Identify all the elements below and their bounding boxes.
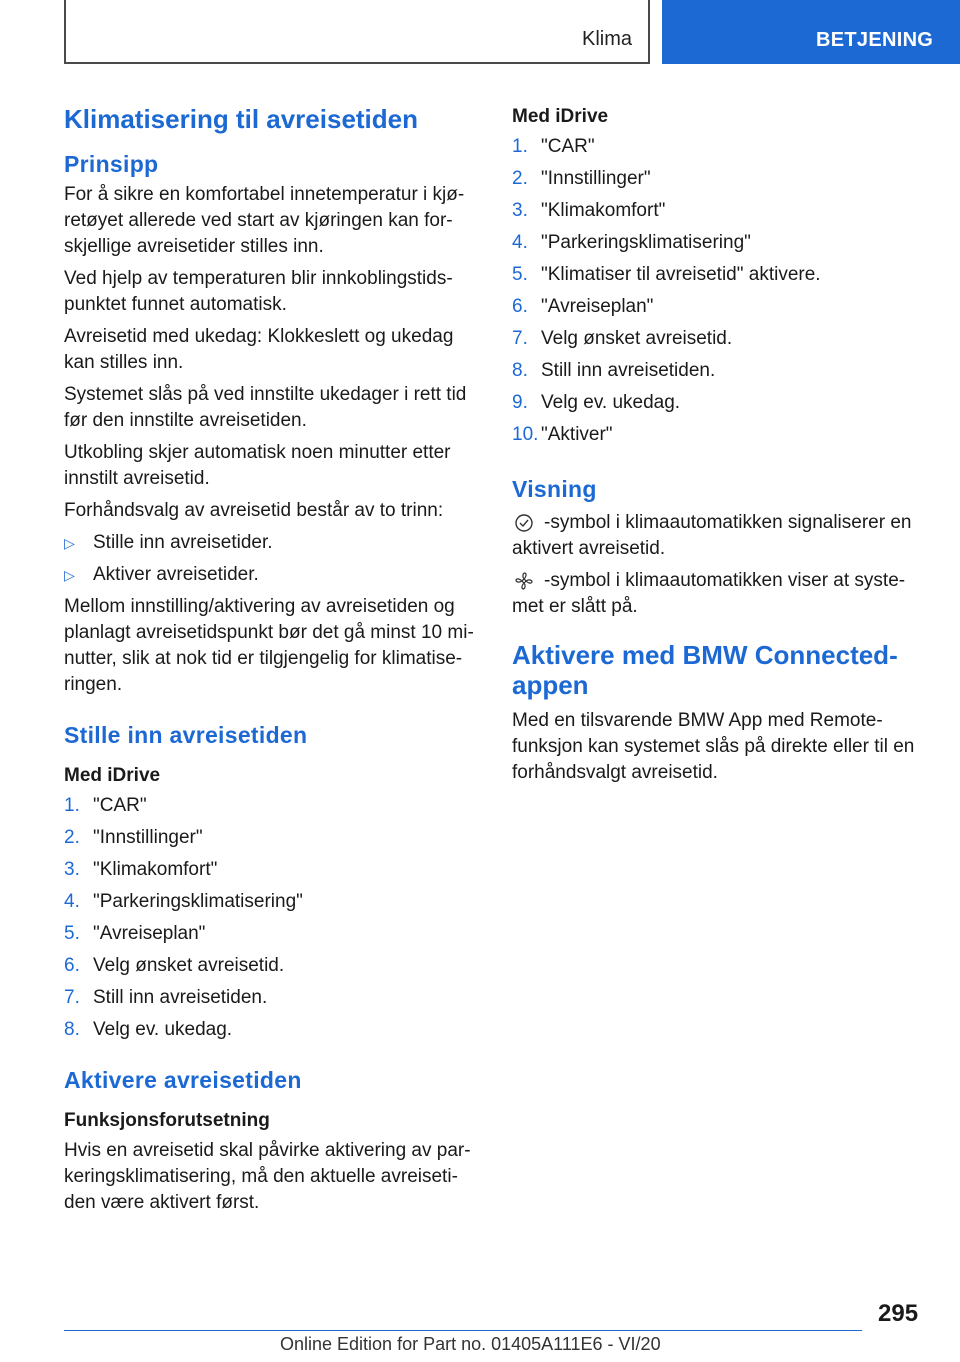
step-text: "CAR" <box>541 136 595 157</box>
step-text: "Klimakomfort" <box>541 200 666 221</box>
step-text: "Klimakomfort" <box>93 859 218 880</box>
list-item <box>64 921 476 947</box>
step-text: "Klimatiser til avreisetid" aktivere. <box>541 264 821 285</box>
header-section-box <box>64 0 650 64</box>
step-number: 3. <box>512 200 528 221</box>
list-item <box>512 262 922 288</box>
display-paragraph-1 <box>512 510 922 562</box>
bmw-app-heading: Aktivere med BMW Connected-appen <box>512 640 898 700</box>
bullet-text: Aktiver avreisetider. <box>93 564 259 585</box>
set-idrive-subheading: Med iDrive <box>64 765 161 786</box>
header-chapter-tab: BETJENING <box>662 0 960 64</box>
triangle-bullet-icon: ▷ <box>64 567 75 583</box>
step-number: 5. <box>64 923 80 944</box>
step-text: Velg ev. ukedag. <box>541 392 681 413</box>
step-number: 8. <box>64 1019 80 1040</box>
list-item <box>64 889 476 915</box>
display-heading: Visning <box>512 476 597 502</box>
step-number: 10. <box>512 424 539 445</box>
step-number: 7. <box>512 328 528 349</box>
right-column <box>512 100 922 792</box>
list-item <box>64 953 476 979</box>
list-item <box>512 166 922 192</box>
step-number: 2. <box>512 168 528 189</box>
step-number: 4. <box>512 232 528 253</box>
activate-idrive-subheading: Med iDrive <box>512 106 609 127</box>
list-item <box>512 230 922 256</box>
list-item <box>64 562 476 588</box>
step-number: 1. <box>512 136 528 157</box>
function-requirement-subheading: Funksjonsforutsetning <box>64 1110 270 1131</box>
display-text-1: -symbol i klimaautomatikken signaliserer en aktivert avreisetid. <box>512 512 912 559</box>
principle-paragraph: For å sikre en komfortabel innetemperatur i kjøretøyet allerede ved start av kjøringen kan forskjellige avreisetider stilles inn. <box>64 184 465 257</box>
header-section-label: Klima <box>581 28 632 50</box>
list-item <box>512 390 922 416</box>
set-departure-heading: Stille inn avreisetiden <box>64 722 308 748</box>
principle-paragraph: Avreisetid med ukedag: Klokkeslett og ukedag kan stilles inn. <box>64 326 454 373</box>
principle-paragraph: Forhåndsvalg av avreisetid består av to trinn: <box>64 500 444 521</box>
principle-paragraph: Ved hjelp av temperaturen blir innkoblingstidspunktet funnet automatisk. <box>64 268 453 315</box>
set-steps-list <box>64 793 476 1043</box>
list-item <box>64 530 476 556</box>
clock-check-icon <box>514 513 534 533</box>
step-text: Still inn avreisetiden. <box>541 360 716 381</box>
step-text: "Innstillinger" <box>93 827 203 848</box>
step-number: 5. <box>512 264 528 285</box>
step-number: 9. <box>512 392 528 413</box>
list-item <box>512 326 922 352</box>
step-text: "CAR" <box>93 795 147 816</box>
bmw-app-paragraph: Med en tilsvarende BMW App med Remote-funksjon kan systemet slås på direkte eller til en forhåndsvalgt avreisetid. <box>512 710 915 783</box>
step-number: 2. <box>64 827 80 848</box>
activate-paragraph: Hvis en avreisetid skal påvirke aktivering av parkeringsklimatisering, må den aktuelle avreisetiden være aktivert først. <box>64 1140 471 1213</box>
step-number: 1. <box>64 795 80 816</box>
step-text: Velg ønsket avreisetid. <box>541 328 733 349</box>
step-text: "Avreiseplan" <box>93 923 206 944</box>
step-text: Still inn avreisetiden. <box>93 987 268 1008</box>
step-number: 7. <box>64 987 80 1008</box>
list-item <box>64 985 476 1011</box>
step-text: Velg ønsket avreisetid. <box>93 955 285 976</box>
list-item <box>512 198 922 224</box>
list-item <box>512 422 922 448</box>
step-text: "Parkeringsklimatisering" <box>541 232 751 253</box>
list-item <box>64 857 476 883</box>
steps-bullet-list <box>64 530 476 588</box>
step-text: "Innstillinger" <box>541 168 651 189</box>
step-text: "Aktiver" <box>541 424 613 445</box>
footer-divider <box>64 1330 862 1331</box>
list-item <box>512 294 922 320</box>
step-text: Velg ev. ukedag. <box>93 1019 233 1040</box>
display-text-2: -symbol i klimaautomatikken viser at systemet er slått på. <box>512 570 906 617</box>
step-number: 6. <box>64 955 80 976</box>
principle-closing: Mellom innstilling/aktivering av avreisetiden og planlagt avreisetidspunkt bør det gå minst 10 minutter, slik at nok tid er tilgjengelig for klimatiseringen. <box>64 596 474 695</box>
step-number: 8. <box>512 360 528 381</box>
bullet-text: Stille inn avreisetider. <box>93 532 273 553</box>
list-item <box>64 825 476 851</box>
page-number: 295 <box>878 1300 919 1327</box>
principle-heading: Prinsipp <box>64 151 159 177</box>
step-number: 4. <box>64 891 80 912</box>
list-item <box>64 1017 476 1043</box>
list-item <box>512 358 922 384</box>
step-number: 6. <box>512 296 528 317</box>
step-text: "Avreiseplan" <box>541 296 654 317</box>
step-number: 3. <box>64 859 80 880</box>
page-title: Klimatisering til avreisetiden <box>64 104 419 134</box>
triangle-bullet-icon: ▷ <box>64 535 75 551</box>
step-text: "Parkeringsklimatisering" <box>93 891 303 912</box>
fan-icon <box>514 571 534 591</box>
list-item <box>64 793 476 819</box>
activate-steps-list <box>512 134 922 448</box>
activate-departure-heading: Aktivere avreisetiden <box>64 1067 302 1093</box>
principle-paragraph: Utkobling skjer automatisk noen minutter etter innstilt avreisetid. <box>64 442 451 489</box>
list-item <box>512 134 922 160</box>
left-column <box>64 100 476 1222</box>
principle-paragraph: Systemet slås på ved innstilte ukedager i rett tid før den innstilte avreisetiden. <box>64 384 467 431</box>
display-paragraph-2 <box>512 568 922 620</box>
footer-edition: Online Edition for Part no. 01405A111E6 - VI/20 <box>280 1334 661 1354</box>
